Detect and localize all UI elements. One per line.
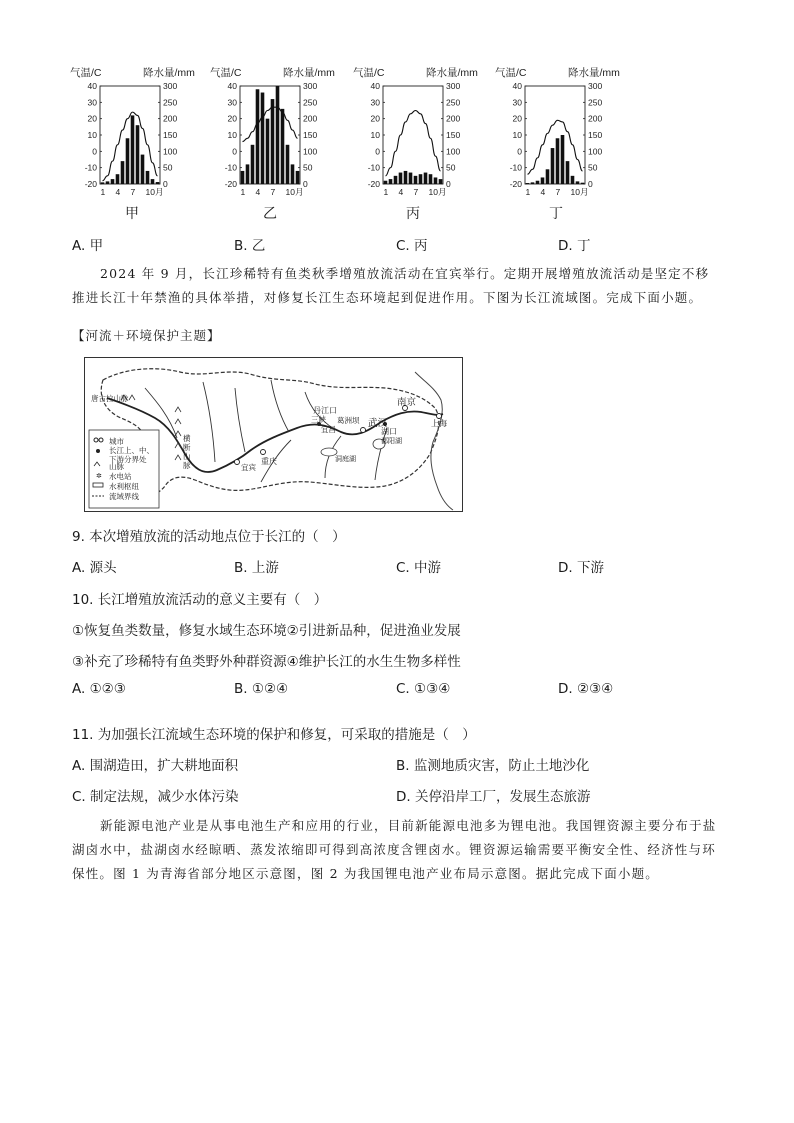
precip-tick-label: 300: [163, 81, 178, 91]
month-tick-label: 10月: [145, 187, 164, 197]
precip-bar: [126, 138, 130, 184]
precip-bar: [566, 161, 570, 184]
temp-tick-label: 40: [370, 81, 380, 91]
plot-frame: [100, 86, 160, 184]
temp-tick-label: 10: [370, 130, 380, 140]
precip-bar: [536, 181, 540, 184]
precip-bar: [241, 171, 245, 184]
climate-chart-bing: [353, 64, 493, 204]
temp-axis-title: 气温/C: [495, 67, 527, 79]
month-tick-label: 1: [100, 187, 106, 197]
label-hengduan: 横断山脉: [183, 434, 191, 470]
precip-bar: [136, 125, 140, 184]
temp-tick-label: -10: [84, 162, 97, 173]
precip-bar: [131, 115, 135, 184]
precip-bar: [414, 176, 418, 184]
precip-tick-label: 250: [303, 97, 318, 108]
precip-tick-label: 50: [588, 162, 598, 173]
label-chongqing: 重庆: [261, 457, 277, 466]
svg-text:✲: ✲: [96, 472, 102, 480]
city-yibin: [235, 460, 240, 465]
month-tick-label: 4: [398, 187, 404, 197]
precip-bar: [541, 177, 545, 184]
label-yichang: 宜昌: [321, 425, 336, 434]
legend-boundary: 长江上、中、下游分界处: [109, 446, 154, 464]
label-wuhan: 武汉: [368, 418, 388, 429]
precip-bar: [399, 173, 403, 184]
chart-name-yi: 乙: [263, 206, 277, 222]
legend-mountain: 山脉: [109, 462, 124, 471]
month-tick-label: 1: [240, 187, 246, 197]
climate-chart-yi: [210, 64, 350, 204]
precip-tick-label: 150: [163, 130, 178, 140]
label-yibin: 宜宾: [241, 463, 256, 472]
month-tick-label: 10月: [570, 187, 589, 197]
precip-bar: [429, 174, 433, 184]
precip-tick-label: 150: [303, 130, 318, 140]
precip-bar: [419, 174, 423, 184]
label-poyanghu: 鄱阳湖: [381, 437, 402, 445]
precip-tick-label: 200: [303, 113, 318, 124]
precip-bar: [526, 183, 530, 184]
month-tick-label: 10月: [285, 187, 304, 197]
precip-bar: [384, 181, 388, 184]
temp-tick-label: -20: [224, 179, 237, 189]
precip-tick-label: 300: [303, 81, 318, 91]
precip-tick-label: 200: [163, 113, 178, 124]
precip-bar: [101, 182, 105, 184]
month-tick-label: 1: [525, 187, 531, 197]
label-nanjing: 南京: [397, 397, 417, 408]
temp-tick-label: 20: [87, 113, 97, 124]
month-tick-label: 1: [383, 187, 389, 197]
legend-city: 城市: [109, 437, 124, 446]
q9-option-b[interactable]: B. 上游: [234, 560, 279, 576]
temp-tick-label: 40: [87, 81, 97, 91]
q11-option-d[interactable]: D. 关停沿岸工厂，发展生态旅游: [396, 789, 591, 805]
chart-name-jia: 甲: [125, 206, 139, 222]
label-dongtinghu: 洞庭湖: [335, 455, 356, 463]
temp-tick-label: 30: [227, 97, 237, 108]
yangtze-basin-map: [84, 357, 463, 512]
legend-hydropower: 水电站: [109, 472, 132, 481]
precip-tick-label: 100: [588, 146, 603, 157]
precip-bar: [271, 99, 275, 184]
temp-tick-label: 20: [512, 113, 522, 124]
month-tick-label: 7: [413, 187, 419, 197]
city-chongqing: [261, 450, 266, 455]
climate-chart-ding: [495, 64, 635, 204]
precip-tick-label: 50: [163, 162, 173, 173]
precip-bar: [531, 182, 535, 184]
temp-tick-label: 30: [512, 97, 522, 108]
coastline: [415, 372, 453, 510]
precip-tick-label: 200: [446, 113, 461, 124]
precip-bar: [409, 173, 413, 184]
q11-option-c[interactable]: C. 制定法规，减少水体污染: [72, 789, 239, 805]
precip-tick-label: 50: [303, 162, 313, 173]
q8-option-d[interactable]: D. 丁: [558, 238, 591, 254]
q11-stem: 11. 为加强长江流域生态环境的保护和修复，可采取的措施是（ ）: [72, 727, 476, 743]
precip-tick-label: 200: [588, 113, 603, 124]
temp-tick-label: 10: [87, 130, 97, 140]
q10-choice-line1: ①恢复鱼类数量，修复水域生态环境②引进新品种，促进渔业发展: [72, 623, 461, 639]
precip-bar: [439, 179, 443, 184]
label-sanxia: 三峡: [311, 415, 326, 424]
precip-axis-title: 降水量/mm: [426, 67, 478, 79]
temp-tick-label: 0: [517, 146, 522, 157]
topic-tag: 【河流＋环境保护主题】: [72, 328, 221, 343]
label-gezhouba: 葛洲坝: [337, 416, 360, 425]
q10-option-c[interactable]: C. ①③④: [396, 681, 451, 697]
q10-option-a[interactable]: A. ①②③: [72, 681, 126, 697]
month-tick-label: 4: [255, 187, 261, 197]
temp-tick-label: -20: [84, 179, 97, 189]
temp-tick-label: 40: [227, 81, 237, 91]
precip-bar: [256, 89, 260, 184]
month-tick-label: 7: [555, 187, 561, 197]
precip-bar: [571, 176, 575, 184]
plot-frame: [383, 86, 443, 184]
intro-paragraph-lithium: 新能源电池产业是从事电池生产和应用的行业，目前新能源电池多为锂电池。我国锂资源主要分布于盐湖卤水中，盐湖卤水经晾晒、蒸发浓缩即可得到高浓度含锂卤水。锂资源运输需要平衡安全性、经济性与环保性。图 1 为青海省部分地区示意图，图 2 为我国锂电池产业布局示意图。据此完成下面小题。: [72, 818, 717, 881]
precip-tick-label: 0: [163, 179, 168, 189]
legend-water-hub: 水利枢纽: [109, 482, 139, 491]
precip-bar: [404, 171, 408, 184]
precip-bar: [424, 173, 428, 184]
temperature-curve: [528, 120, 583, 174]
temp-tick-label: -10: [367, 162, 380, 173]
temp-tick-label: 40: [512, 81, 522, 91]
temp-tick-label: -20: [509, 179, 522, 189]
precip-tick-label: 0: [588, 179, 593, 189]
plot-frame: [525, 86, 585, 184]
legend-basin-line: 流域界线: [109, 492, 139, 501]
temp-axis-title: 气温/C: [210, 67, 242, 79]
precip-bar: [106, 181, 110, 184]
temperature-curve: [243, 107, 298, 141]
precip-tick-label: 100: [446, 146, 461, 157]
precip-bar: [156, 182, 160, 184]
precip-bar: [291, 164, 295, 184]
precip-tick-label: 0: [303, 179, 308, 189]
precip-bar: [261, 93, 265, 184]
temp-tick-label: 0: [232, 146, 237, 157]
precip-bar: [141, 155, 145, 184]
month-tick-label: 10月: [428, 187, 447, 197]
temp-tick-label: 10: [512, 130, 522, 140]
precip-tick-label: 0: [446, 179, 451, 189]
q10-option-d[interactable]: D. ②③④: [558, 681, 614, 697]
precip-tick-label: 100: [303, 146, 318, 157]
q10-option-b[interactable]: B. ①②④: [234, 681, 289, 697]
precip-bar: [151, 179, 155, 184]
temp-tick-label: -10: [509, 162, 522, 173]
precip-bar: [556, 138, 560, 184]
q9-stem: 9. 本次增殖放流的活动地点位于长江的（ ）: [72, 529, 346, 545]
q11-option-b[interactable]: B. 监测地质灾害，防止土地沙化: [396, 758, 590, 774]
precip-axis-title: 降水量/mm: [568, 67, 620, 79]
precip-bar: [546, 169, 550, 184]
temp-tick-label: 30: [370, 97, 380, 108]
precip-tick-label: 250: [163, 97, 178, 108]
precip-bar: [281, 109, 285, 184]
precip-bar: [576, 181, 580, 184]
precip-tick-label: 150: [588, 130, 603, 140]
temp-axis-title: 气温/C: [70, 67, 102, 79]
q10-choice-line2: ③补充了珍稀特有鱼类野外种群资源④维护长江的水生生物多样性: [72, 654, 461, 670]
climate-chart-jia: [70, 64, 210, 204]
q11-option-a[interactable]: A. 围湖造田，扩大耕地面积: [72, 758, 239, 774]
precip-axis-title: 降水量/mm: [143, 67, 195, 79]
precip-tick-label: 250: [588, 97, 603, 108]
temp-tick-label: 30: [87, 97, 97, 108]
temperature-curve: [386, 111, 441, 176]
precip-tick-label: 100: [163, 146, 178, 157]
precip-bar: [394, 176, 398, 184]
precip-tick-label: 300: [446, 81, 461, 91]
q8-option-b[interactable]: B. 乙: [234, 238, 266, 254]
temp-tick-label: 0: [375, 146, 380, 157]
precip-bar: [434, 177, 438, 184]
precip-bar: [146, 171, 150, 184]
precip-bar: [389, 179, 393, 184]
q8-option-c[interactable]: C. 丙: [396, 238, 428, 254]
temperature-curve: [103, 112, 158, 181]
temp-tick-label: 20: [370, 113, 380, 124]
precip-bar: [581, 183, 585, 184]
temp-tick-label: 0: [92, 146, 97, 157]
month-tick-label: 4: [115, 187, 121, 197]
month-tick-label: 7: [270, 187, 276, 197]
q9-option-c[interactable]: C. 中游: [396, 560, 442, 576]
chart-name-bing: 丙: [406, 206, 420, 222]
precip-bar: [116, 174, 120, 184]
q10-stem: 10. 长江增殖放流活动的意义主要有（ ）: [72, 592, 328, 608]
temp-tick-label: 10: [227, 130, 237, 140]
precip-bar: [296, 171, 300, 184]
temp-tick-label: -10: [224, 162, 237, 173]
precip-bar: [561, 135, 565, 184]
precip-bar: [121, 161, 125, 184]
precip-tick-label: 300: [588, 81, 603, 91]
precip-bar: [551, 148, 555, 184]
month-tick-label: 7: [130, 187, 136, 197]
label-tanggula: 唐古拉山脉: [91, 394, 129, 403]
intro-paragraph-yangtze: 2024 年 9 月，长江珍稀特有鱼类秋季增殖放流活动在宜宾举行。定期开展增殖放流活动是坚定不移推进长江十年禁渔的具体举措，对修复长江生态环境起到促进作用。下图为长江流域图。完成下面小题。: [72, 266, 710, 305]
label-hukou: 湖口: [381, 427, 397, 436]
precip-tick-label: 150: [446, 130, 461, 140]
label-danjiangkou: 丹江口: [313, 406, 337, 415]
precip-axis-title: 降水量/mm: [283, 67, 335, 79]
month-tick-label: 4: [540, 187, 546, 197]
precip-bar: [251, 145, 255, 184]
city-wuhan: [361, 428, 366, 433]
temp-tick-label: -20: [367, 179, 380, 189]
precip-bar: [246, 164, 250, 184]
precip-bar: [111, 179, 115, 184]
temp-tick-label: 20: [227, 113, 237, 124]
q9-option-d[interactable]: D. 下游: [558, 560, 604, 576]
precip-bar: [286, 145, 290, 184]
chart-name-ding: 丁: [549, 206, 563, 222]
label-shanghai: 上海: [431, 419, 447, 428]
precip-tick-label: 50: [446, 162, 456, 173]
precip-bar: [266, 119, 270, 184]
precip-tick-label: 250: [446, 97, 461, 108]
precip-bar: [276, 86, 280, 184]
temp-axis-title: 气温/C: [353, 67, 385, 79]
q8-option-a[interactable]: A. 甲: [72, 238, 104, 254]
q9-option-a[interactable]: A. 源头: [72, 560, 117, 576]
